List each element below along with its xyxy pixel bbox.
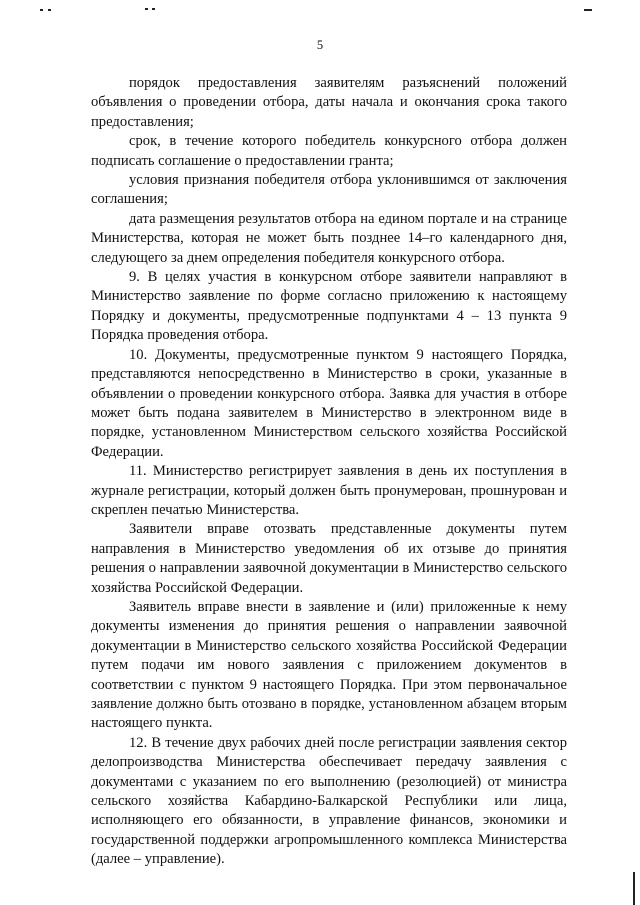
- paragraph-item-10: 10. Документы, предусмотренные пунктом 9 настоящего Порядка, представляются непосредственно в Министерство в сроки, указанные в объявлении о проведении конкурсного отбора. Заявка для участия в отборе может быть подана заявителем в Министерство в электронном виде в порядке, установленном Министерством сельского хозяйства Российской Федерации.: [91, 346, 567, 460]
- paragraph-agreement-deadline: срок, в течение которого победитель конкурсного отбора должен подписать соглашение о предоставлении гранта;: [91, 133, 567, 169]
- paragraph-item-9: 9. В целях участия в конкурсном отборе заявители направляют в Министерство заявление по форме согласно приложению к настоящему Порядку и документы, предусмотренные подпунктами 4 – 13 пункта 9 Порядка проведения отбора.: [91, 269, 567, 344]
- paragraph-results-publication: дата размещения результатов отбора на едином портале и на странице Министерства, которая не может быть позднее 14–го календарного дня, следующего за днем определения победителя конкурсного отбора.: [91, 210, 567, 266]
- paragraph-amendments: Заявитель вправе внести в заявление и (или) приложенные к нему документы изменения до принятия решения о направлении заявочной документации в Министерство сельского хозяйства Российской Федерации путем подачи им нового заявления с приложением документов в соответствии с пунктом 9 настоящего Порядка. При этом первоначальное заявление должно быть отозвано в порядке, установленном абзацем вторым настоящего пункта.: [91, 598, 567, 732]
- paragraph-withdrawal: Заявители вправе отозвать представленные документы путем направления в Министерство уведомления об их отзыве до принятия решения о направлении заявочной документации в Министерство сельского хозяйства Российской Федерации.: [91, 521, 567, 596]
- paragraph-evasion-conditions: условия признания победителя отбора уклонившимся от заключения соглашения;: [91, 172, 567, 208]
- scan-mark-top-center: [145, 8, 148, 10]
- scan-mark-top-center-2: [152, 8, 155, 10]
- scan-mark-right-edge: [633, 872, 635, 905]
- paragraph-item-12: 12. В течение двух рабочих дней после регистрации заявления сектор делопроизводства Министерства обеспечивает передачу заявления с документами с указанием по его выполнению (резолюцией) от министра сельского хозяйства Кабардино-Балкарской Республики или лица, исполняющего его обязанности, в управление финансов, экономики и государственной поддержки агропромышленного комплекса Министерства (далее – управление).: [91, 734, 567, 868]
- body-text: [91, 74, 567, 870]
- paragraph-clarification-procedure: порядок предоставления заявителям разъяснений положений объявления о проведении отбора, даты начала и окончания срока такого предоставления;: [91, 75, 567, 130]
- scan-mark-top-left: [40, 9, 43, 11]
- paragraph-item-11: 11. Министерство регистрирует заявления в день их поступления в журнале регистрации, который должен быть пронумерован, прошнурован и скреплен печатью Министерства.: [91, 463, 567, 518]
- page-number: 5: [316, 38, 324, 52]
- scan-mark-top-right: [584, 9, 592, 11]
- scan-mark-top-left-2: [48, 9, 51, 11]
